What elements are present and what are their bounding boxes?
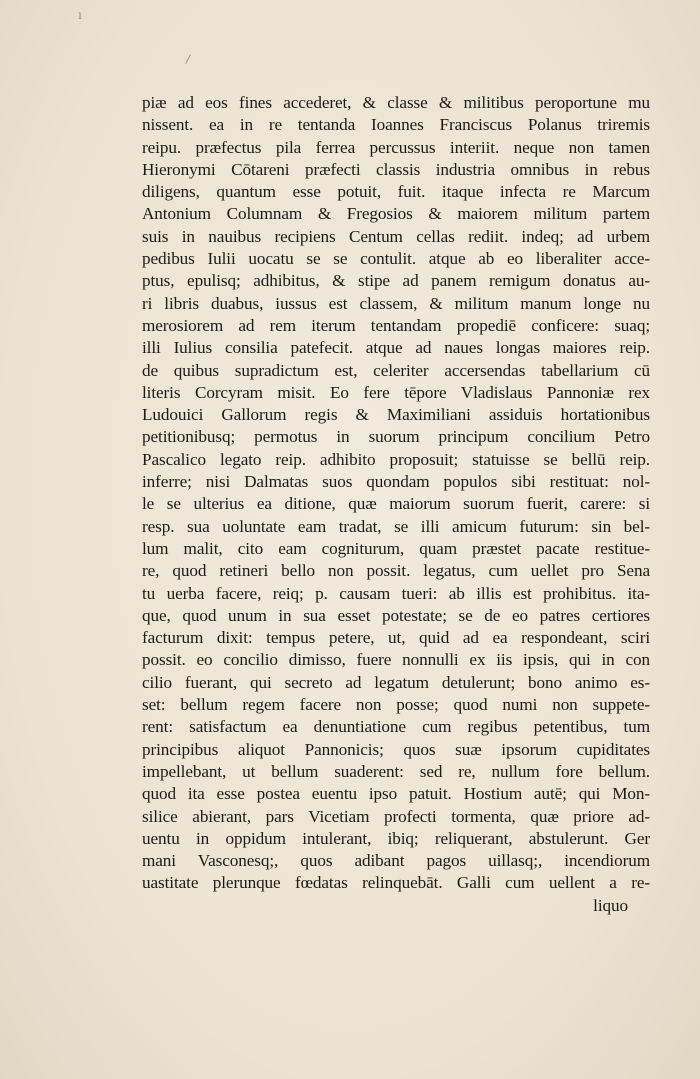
text-line: resp. sua uoluntate eam tradat, se illi amicum futurum: sin bel- [142, 516, 650, 536]
text-line: uentu in oppidum intulerant, ibiq; reliquerant, abstulerunt. Ger [142, 828, 650, 848]
text-line: suis in nauibus recipiens Centum cellas rediit. indeq; ad urbem [142, 226, 650, 246]
text-line: facturum dixit: tempus petere, ut, quid ad ea respondeant, sciri [142, 628, 650, 648]
text-line: impellebant, ut bellum suaderent: sed re, nullum fore bellum. [142, 761, 650, 781]
text-line: tu uerba facere, reiq; p. causam tueri: ab illis est prohibitus. ita- [142, 583, 650, 603]
text-line: le se ulterius ea ditione, quæ maiorum suorum fuerit, carere: si [142, 494, 650, 514]
text-line: Pascalico legato reip. adhibito proposuit; statuisse se bellū reip. [142, 449, 650, 469]
text-line: reipu. præfectus pila ferrea percussus interiit. neque non tamen [142, 137, 650, 157]
text-line: cilio fuerant, qui secreto ad legatum detulerunt; bono animo es- [142, 672, 650, 692]
text-line: re, quod retineri bello non possit. legatus, cum uellet pro Sena [142, 561, 650, 581]
text-line: merosiorem ad rem iterum tentandam propediē conficere: suaq; [142, 315, 650, 335]
text-line: quod ita esse postea euentu ipso patuit. Hostium autē; qui Mon- [142, 784, 650, 804]
text-line: mani Vasconesq;, quos adibant pagos uillasq;, incendiorum [142, 851, 650, 871]
text-line: Ludouici Gallorum regis & Maximiliani assiduis hortationibus [142, 405, 650, 425]
text-line: piæ ad eos fines accederet, & classe & militibus peroportune mu [142, 93, 650, 112]
text-line: de quibus supradictum est, celeriter accersendas tabellarium cū [142, 360, 650, 380]
body-text [142, 92, 650, 917]
text-line: petitionibusq; permotus in suorum principum concilium Petro [142, 427, 650, 447]
text-line: illi Iulius consilia patefecit. atque ad naues longas maiores reip. [142, 338, 650, 358]
text-line: silice abierant, pars Vicetiam profecti tormenta, quæ priore ad- [142, 806, 650, 826]
text-line: possit. eo concilio dimisso, fuere nonnulli ex iis ipsis, qui in con [142, 650, 650, 670]
text-line: rent: satisfactum ea denuntiatione cum regibus petentibus, tum [142, 717, 650, 737]
text-line: Hieronymi Cōtareni præfecti classis industria omnibus in rebus [142, 159, 650, 179]
text-line: ri libris duabus, iussus est classem, & militum manum longe nu [142, 293, 650, 313]
text-line: Antonium Columnam & Fregosios & maiorem militum partem [142, 204, 650, 224]
margin-mark: / [184, 51, 192, 67]
catchword: liquo [593, 895, 628, 915]
margin-mark: ı [78, 8, 82, 22]
text-line: nissent. ea in re tentanda Ioannes Franciscus Polanus triremis [142, 115, 650, 135]
text-line: diligens, quantum esse potuit, fuit. itaque infecta re Marcum [142, 182, 650, 202]
text-line: ptus, epulisq; adhibitus, & stipe ad panem remigum donatus au- [142, 271, 650, 291]
text-line: pedibus Iulii uocatu se se contulit. atque ab eo liberaliter acce- [142, 249, 650, 269]
text-line: literis Corcyram misit. Eo fere tēpore Vladislaus Pannoniæ rex [142, 382, 650, 402]
text-line: set: bellum regem facere non posse; quod numi non suppete- [142, 695, 650, 715]
text-line: lum malit, cito eam cogniturum, quam præstet pacate restitue- [142, 538, 650, 558]
text-line: que, quod unum in sua esset potestate; se de eo patres certiores [142, 605, 650, 625]
text-line: uastitate plerunque fœdatas relinquebāt. Galli cum uellent a re- [142, 873, 650, 893]
text-line: principibus aliquot Pannonicis; quos suæ ipsorum cupiditates [142, 739, 650, 759]
text-line: inferre; nisi Dalmatas suos quondam populos sibi restituat: nol- [142, 472, 650, 492]
